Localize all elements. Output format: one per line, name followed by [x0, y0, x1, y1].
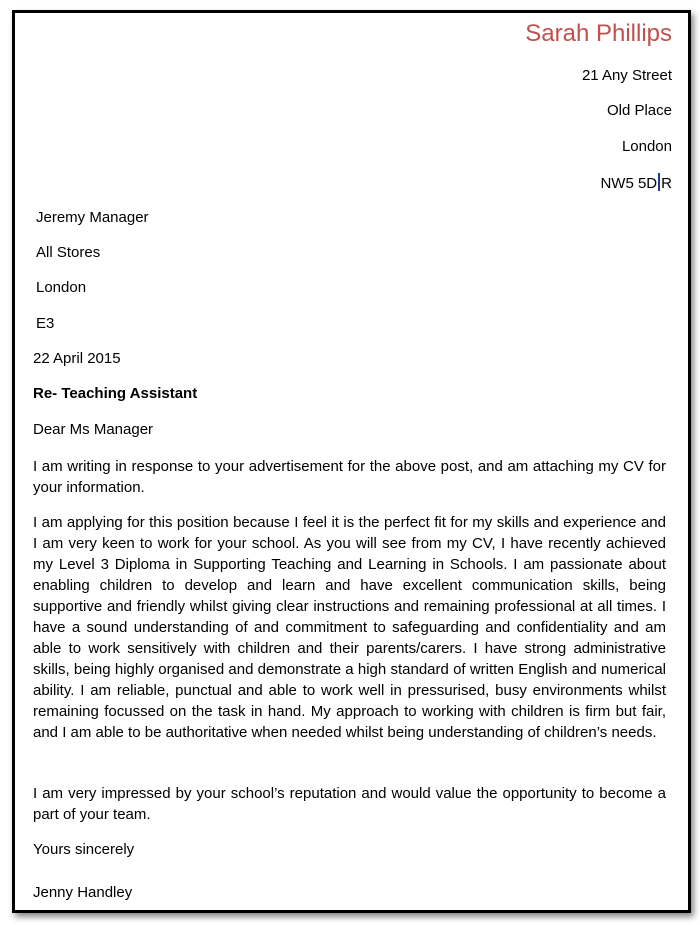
sender-address-line1: 21 Any Street	[581, 67, 672, 84]
recipient-postcode: E3	[36, 315, 55, 332]
recipient-city: London	[36, 279, 87, 296]
recipient-name: Jeremy Manager	[36, 209, 149, 226]
recipient-company: All Stores	[36, 244, 101, 261]
body-paragraph-3: I am very impressed by your school’s reputation and would value the opportunity to become a part of your team.	[33, 785, 666, 823]
body-paragraph-2: I am applying for this position because I feel it is the perfect fit for my skills and experience and I am very keen to work for your school. As you will see from my CV, I have recently achieved my Level 3 Diploma in Supporting Teaching and Learning in Schools. I am passionate about enabling children to develop and learn and have excellent communication skills, being supportive and friendly whilst giving clear instructions and remaining professional at all times. I have a sound understanding of and commitment to safeguarding and confidentiality and am able to work sensitively with children and their parents/carers. I have strong administrative skills, being highly organised and demonstrate a high standard of written English and numerical ability. I am reliable, punctual and able to work well in pressurised, busy environments whilst remaining focussed on the task in hand. My approach to working with children is firm but fair, and I am able to be authoritative when needed whilst being understanding of children’s needs.	[33, 514, 666, 741]
letter-date: 22 April 2015	[33, 350, 121, 367]
sender-postcode-start: NW5 5D	[600, 175, 658, 192]
letter-page	[12, 10, 691, 913]
text-cursor	[658, 173, 660, 191]
sender-address-line2: Old Place	[606, 102, 672, 119]
signature-name: Jenny Handley	[33, 884, 133, 901]
sender-postcode-end: R	[661, 175, 672, 192]
sender-city: London	[621, 138, 672, 155]
salutation: Dear Ms Manager	[33, 421, 154, 438]
closing: Yours sincerely	[33, 841, 135, 858]
body-paragraph-1: I am writing in response to your advertisement for the above post, and am attaching my CV for your information.	[33, 458, 666, 496]
sender-name: Sarah Phillips	[525, 20, 672, 47]
sender-postcode	[600, 173, 672, 192]
letter-subject: Re- Teaching Assistant	[33, 385, 198, 402]
